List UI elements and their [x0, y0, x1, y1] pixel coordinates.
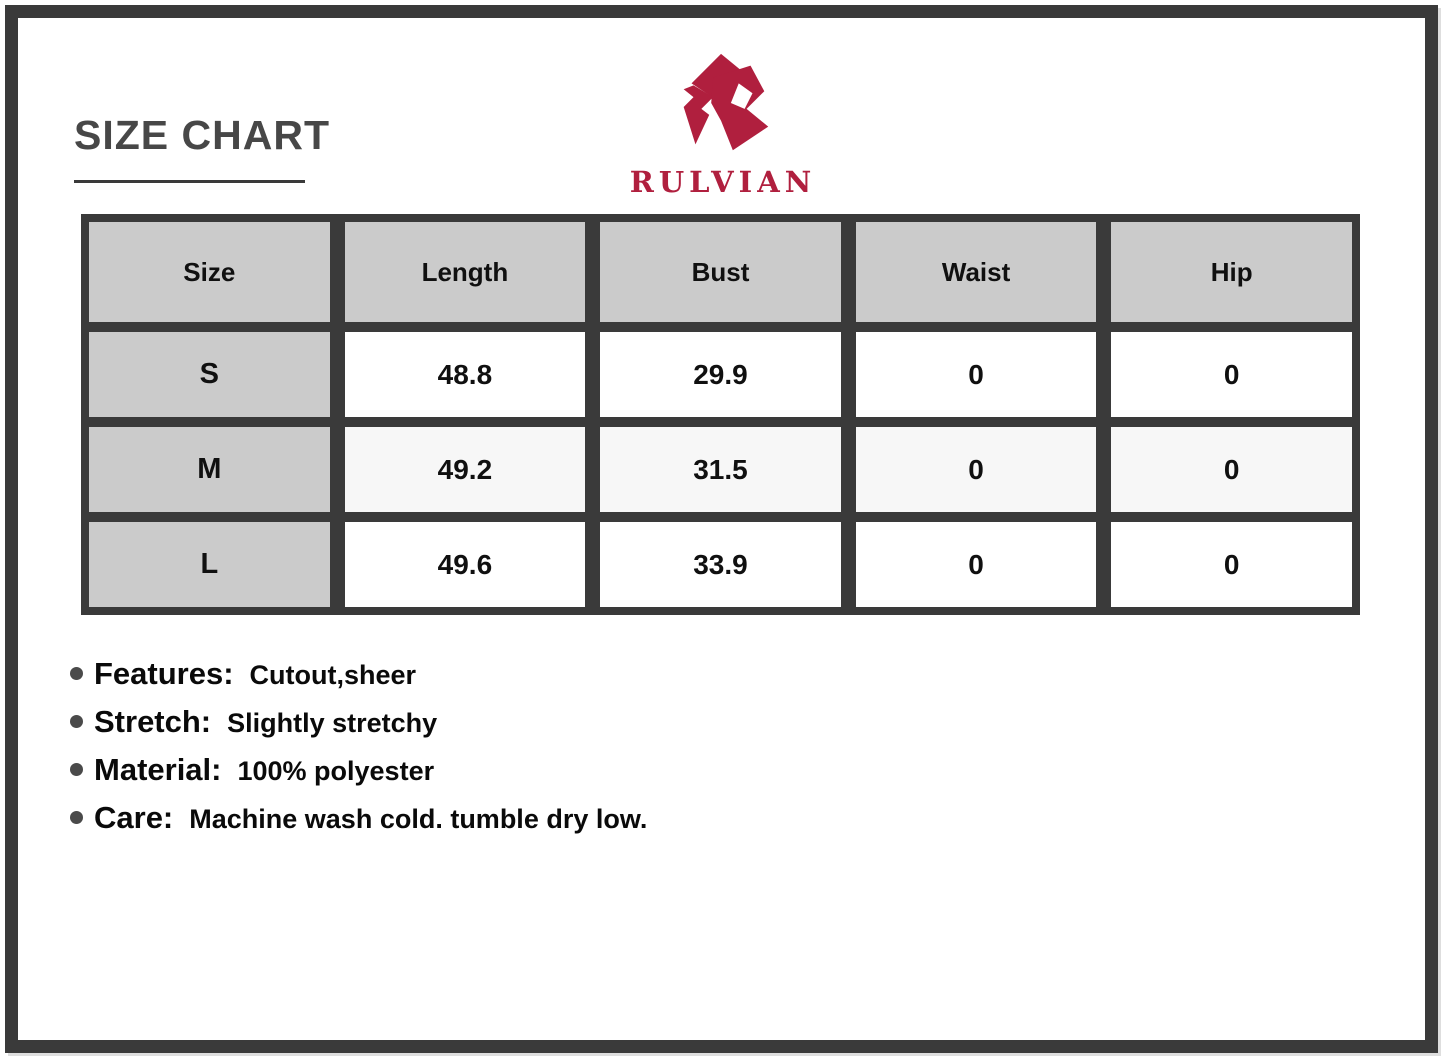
bullet-icon — [70, 811, 83, 824]
column-header-bust: Bust — [600, 222, 841, 322]
detail-value: Machine wash cold. tumble dry low. — [189, 804, 648, 834]
row-header-l: L — [89, 522, 330, 607]
brand-wordmark: RULVIAN — [629, 165, 817, 199]
row-header-m: M — [89, 427, 330, 512]
cell-s-bust: 29.9 — [600, 332, 841, 417]
detail-label: Care: — [94, 800, 174, 835]
angular-r-monogram-icon — [658, 46, 788, 164]
cell-s-hip: 0 — [1111, 332, 1352, 417]
detail-value: Slightly stretchy — [227, 708, 438, 738]
cell-s-length: 48.8 — [345, 332, 586, 417]
cell-l-length: 49.6 — [345, 522, 586, 607]
bullet-icon — [70, 715, 83, 728]
page-title: SIZE CHART — [74, 112, 330, 158]
detail-value: Cutout,sheer — [249, 660, 417, 690]
cell-l-waist: 0 — [856, 522, 1097, 607]
detail-item-care — [70, 800, 647, 835]
product-details-list — [70, 656, 647, 848]
bullet-icon — [70, 763, 83, 776]
column-header-waist: Waist — [856, 222, 1097, 322]
size-chart-table — [81, 214, 1360, 615]
row-header-s: S — [89, 332, 330, 417]
column-header-size: Size — [89, 222, 330, 322]
detail-label: Features: — [94, 656, 234, 691]
bullet-icon — [70, 667, 83, 680]
cell-l-hip: 0 — [1111, 522, 1352, 607]
cell-l-bust: 33.9 — [600, 522, 841, 607]
detail-label: Stretch: — [94, 704, 212, 739]
detail-label: Material: — [94, 752, 222, 787]
cell-m-waist: 0 — [856, 427, 1097, 512]
detail-item-material — [70, 752, 647, 787]
brand-logo — [603, 46, 843, 199]
column-header-hip: Hip — [1111, 222, 1352, 322]
cell-m-hip: 0 — [1111, 427, 1352, 512]
detail-item-features — [70, 656, 647, 691]
detail-item-stretch — [70, 704, 647, 739]
detail-value: 100% polyester — [237, 756, 435, 786]
title-block — [74, 112, 330, 183]
column-header-length: Length — [345, 222, 586, 322]
cell-s-waist: 0 — [856, 332, 1097, 417]
title-underline — [74, 180, 305, 183]
cell-m-length: 49.2 — [345, 427, 586, 512]
cell-m-bust: 31.5 — [600, 427, 841, 512]
